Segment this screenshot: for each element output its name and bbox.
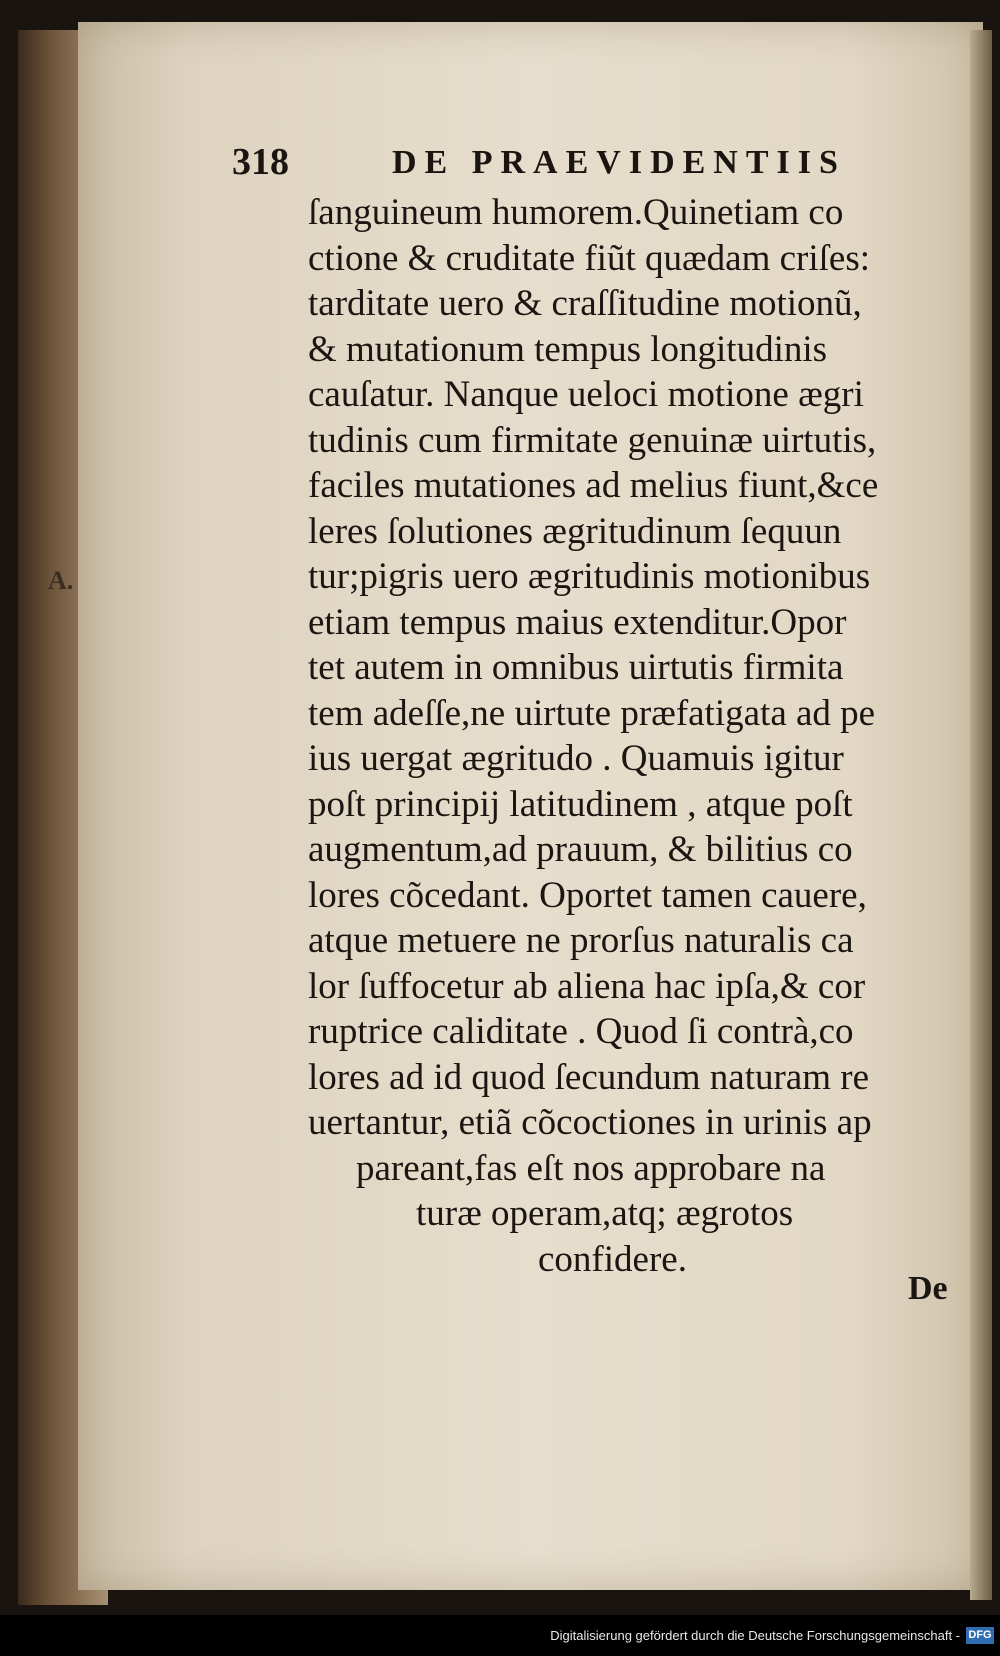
- text-line: lores cõcedant. Oportet tamen cauere,: [308, 874, 867, 916]
- text-line: turæ operam,atq; ægrotos: [416, 1193, 794, 1234]
- body-text: [308, 190, 968, 1282]
- text-line: tem adeſſe,ne uirtute præfatigata ad pe: [308, 692, 876, 734]
- text-line: augmentum,ad prauum, & bilitius co: [308, 829, 853, 870]
- text-line: pareant,fas eſt nos approbare na: [356, 1147, 826, 1189]
- page-number: 318: [232, 141, 289, 183]
- text-line: lor ſuffocetur ab aliena hac ipſa,& cor: [308, 965, 866, 1007]
- text-line: leres ſolutiones ægritudinum ſequun: [308, 510, 842, 552]
- text-line: lores ad id quod ſecundum naturam re: [308, 1056, 869, 1098]
- text-line: tarditate uero & craſſitudine motionũ,: [308, 283, 862, 324]
- text-line: ius uergat ægritudo . Quamuis igitur: [308, 738, 844, 779]
- dfg-logo: DFG: [966, 1627, 994, 1644]
- text-line: ſanguineum humorem.Quinetiam co: [308, 192, 844, 233]
- text-line: atque metuere ne prorſus naturalis ca: [308, 920, 854, 961]
- text-line: & mutationum tempus longitudinis: [308, 328, 828, 370]
- text-line: tet autem in omnibus uirtutis firmita: [308, 647, 844, 688]
- book-gutter: [970, 30, 992, 1600]
- text-line: uertantur, etiã cõcoctiones in urinis ap: [308, 1102, 872, 1143]
- text-line: tur;pigris uero ægritudinis motionibus: [308, 556, 871, 597]
- text-line: poſt principij latitudinem , atque poſt: [308, 783, 853, 825]
- text-line: ruptrice caliditate . Quod ſi contrà,co: [308, 1011, 854, 1052]
- margin-mark: A.: [48, 566, 74, 595]
- text-line: etiam tempus maius extenditur.Opor: [308, 601, 847, 643]
- funding-credit: Digitalisierung gefördert durch die Deutsche Forschungsgemeinschaft -: [550, 1628, 960, 1643]
- text-line: tudinis cum firmitate genuinæ uirtutis,: [308, 419, 877, 461]
- text-line: confidere.: [538, 1238, 687, 1280]
- text-line: cauſatur. Nanque ueloci motione ægri: [308, 374, 864, 415]
- catchword: De: [908, 1270, 948, 1307]
- text-line: ctione & cruditate fiũt quædam criſes:: [308, 237, 871, 279]
- text-line: faciles mutationes ad melius fiunt,&ce: [308, 465, 879, 506]
- running-title: DE PRAEVIDENTIIS: [392, 144, 846, 181]
